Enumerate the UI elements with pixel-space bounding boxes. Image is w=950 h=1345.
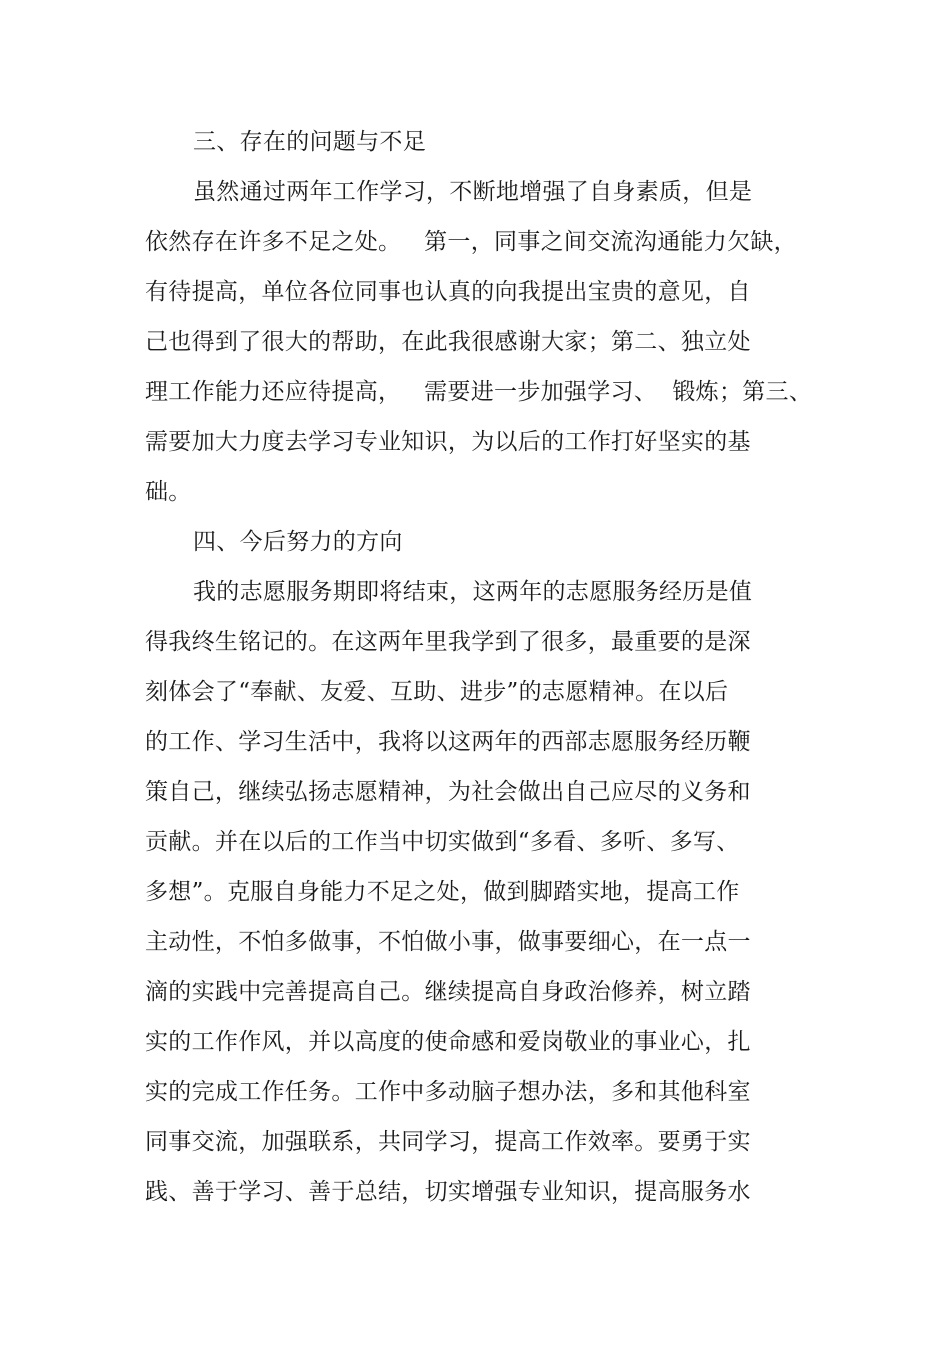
paragraph-line: 同事交流，加强联系，共同学习，提高工作效率。要勇于实 — [145, 1129, 751, 1155]
paragraph-line: 得我终生铭记的。在这两年里我学到了很多，最重要的是深 — [145, 629, 751, 655]
paragraph-line: 贡献。并在以后的工作当中切实做到“多看、多听、多写、 — [145, 829, 740, 855]
section-3-heading: 三、存在的问题与不足 — [193, 129, 426, 155]
paragraph-line: 有待提高，单位各位同事也认真的向我提出宝贵的意见，自 — [145, 279, 751, 305]
paragraph-line: 策自己，继续弘扬志愿精神，为社会做出自己应尽的义务和 — [145, 779, 751, 805]
paragraph-line: 多想”。克服自身能力不足之处，做到脚踏实地，提高工作 — [145, 879, 740, 905]
paragraph-line: 础。 — [145, 479, 192, 505]
paragraph-line: 滴的实践中完善提高自己。继续提高自身政治修养，树立踏 — [145, 979, 751, 1005]
paragraph-line: 实的工作作风，并以高度的使命感和爱岗敬业的事业心，扎 — [145, 1029, 751, 1055]
paragraph-line: 的工作、学习生活中，我将以这两年的西部志愿服务经历鞭 — [145, 729, 751, 755]
paragraph-line: 依然存在许多不足之处。 第一，同事之间交流沟通能力欠缺， — [145, 229, 797, 255]
paragraph-line: 需要加大力度去学习专业知识，为以后的工作打好坚实的基 — [145, 429, 751, 455]
paragraph-line: 刻体会了“奉献、友爱、互助、进步”的志愿精神。在以后 — [145, 679, 729, 705]
paragraph-line: 己也得到了很大的帮助，在此我很感谢大家；第二、独立处 — [145, 329, 751, 355]
section-4-heading: 四、今后努力的方向 — [193, 529, 403, 555]
paragraph-line: 理工作能力还应待提高， 需要进一步加强学习、 锻炼；第三、 — [145, 379, 813, 405]
paragraph-line: 我的志愿服务期即将结束，这两年的志愿服务经历是值 — [193, 579, 753, 605]
paragraph-line: 主动性，不怕多做事，不怕做小事，做事要细心，在一点一 — [145, 929, 751, 955]
paragraph-line: 虽然通过两年工作学习，不断地增强了自身素质，但是 — [193, 179, 753, 205]
paragraph-line: 践、善于学习、善于总结，切实增强专业知识，提高服务水 — [145, 1179, 751, 1205]
paragraph-line: 实的完成工作任务。工作中多动脑子想办法，多和其他科室 — [145, 1079, 751, 1105]
